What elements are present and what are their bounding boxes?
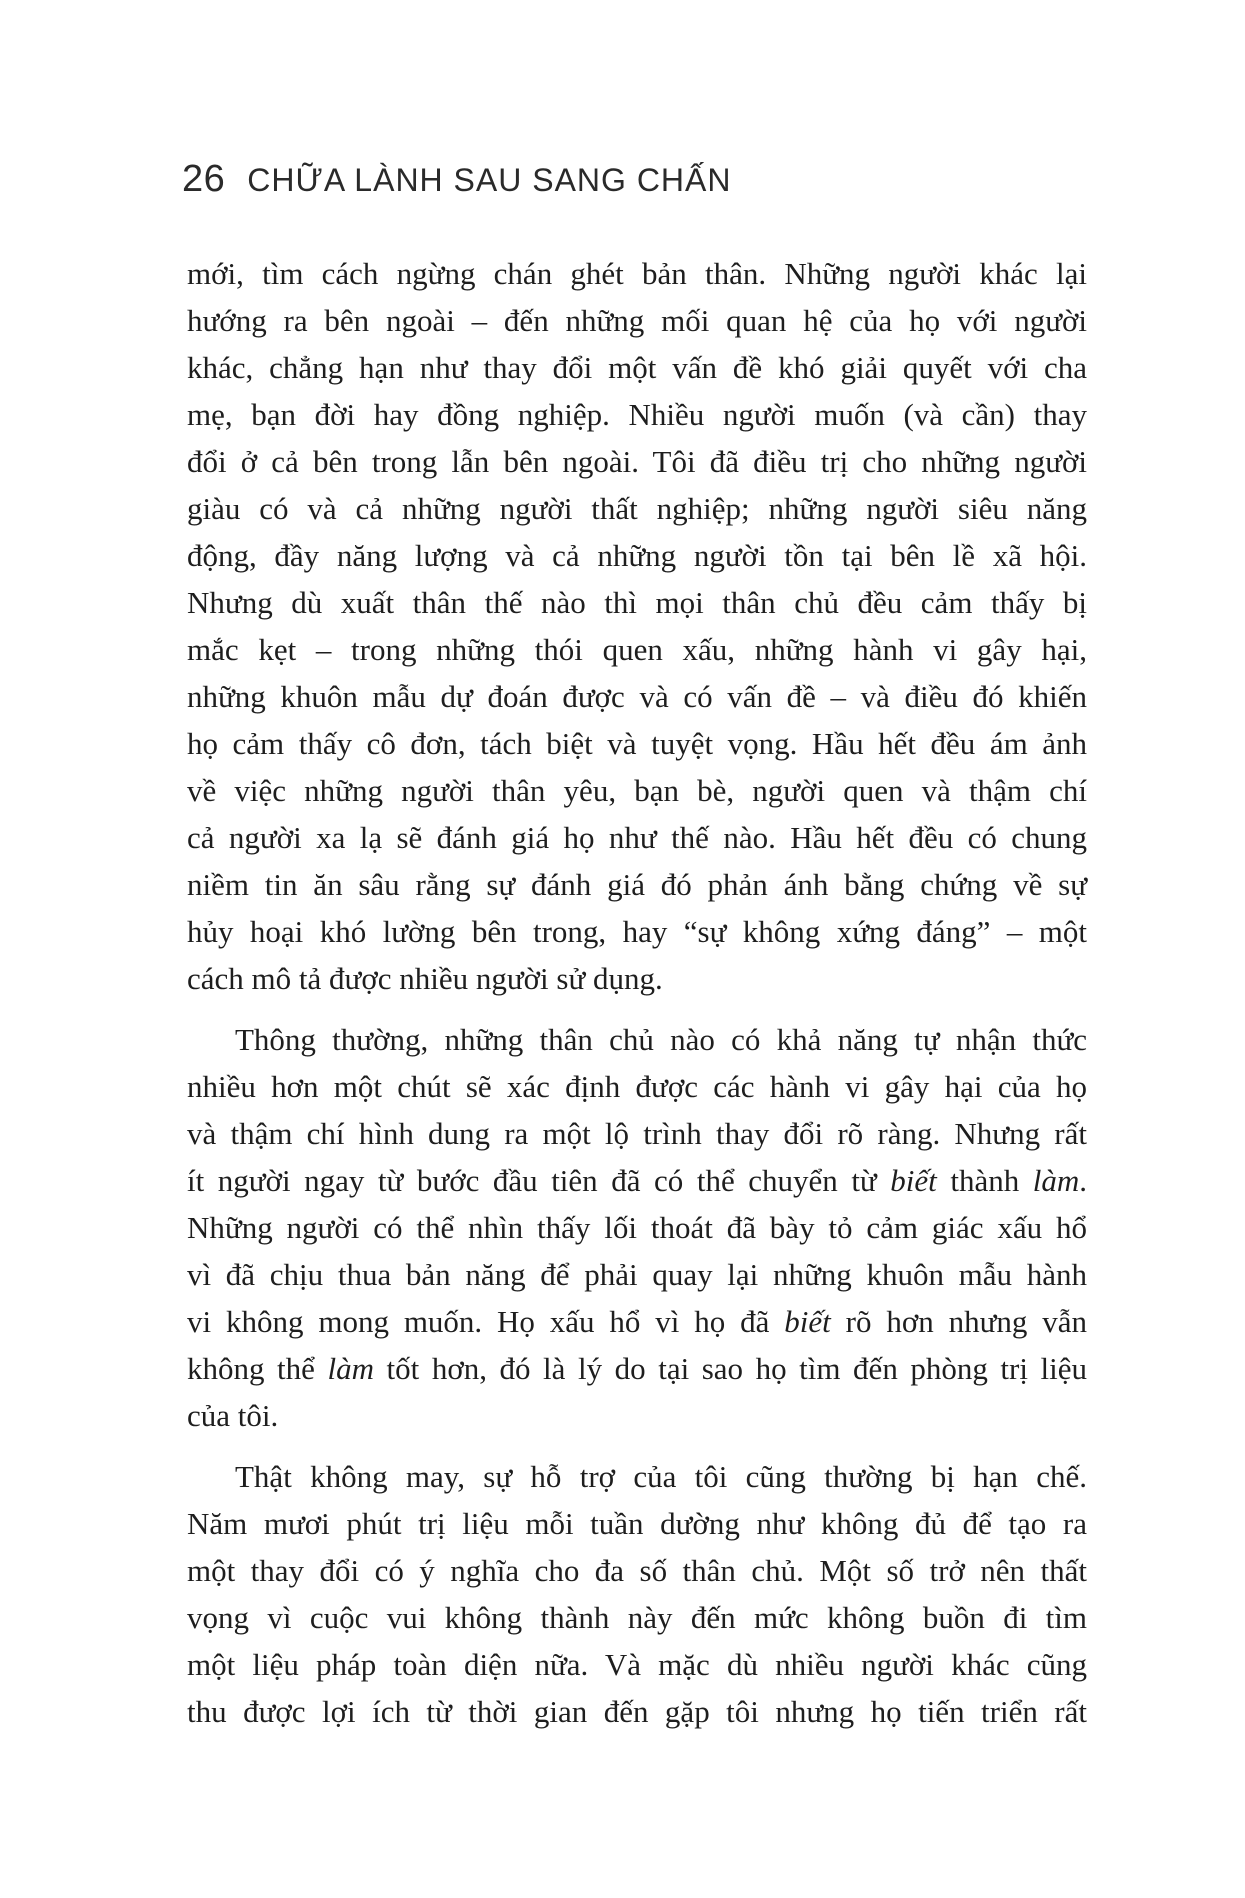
text-segment: Thông thường, những thân chủ nào có khả năng tự nhận thức — [235, 1022, 1087, 1057]
text-line — [187, 250, 1087, 297]
text-segment: hủy hoại khó lường bên trong, hay “sự không xứng đáng” – một — [187, 914, 1087, 949]
text-line — [187, 720, 1087, 767]
running-head-title: CHỮA LÀNH SAU SANG CHẤN — [247, 162, 732, 198]
paragraph — [187, 1453, 1087, 1735]
italic-text: làm — [1032, 1163, 1080, 1198]
text-line — [187, 532, 1087, 579]
text-segment: tốt hơn, đó là lý do tại sao họ tìm đến phòng trị liệu — [373, 1351, 1088, 1386]
text-line — [187, 626, 1087, 673]
text-line — [187, 1688, 1087, 1735]
text-segment: giàu có và cả những người thất nghiệp; những người siêu năng — [187, 491, 1087, 526]
text-line — [187, 1453, 1087, 1500]
text-line — [187, 1157, 1087, 1204]
text-line — [187, 1063, 1087, 1110]
text-segment: của tôi. — [187, 1398, 279, 1433]
text-segment: . — [1079, 1163, 1087, 1198]
text-segment: một liệu pháp toàn diện nữa. Và mặc dù nhiều người khác cũng — [187, 1647, 1087, 1682]
text-line — [187, 955, 1087, 1002]
text-line — [187, 579, 1087, 626]
text-line — [187, 1641, 1087, 1688]
text-segment: những khuôn mẫu dự đoán được và có vấn đề – và điều đó khiến — [187, 679, 1087, 714]
text-segment: niềm tin ăn sâu rằng sự đánh giá đó phản ánh bằng chứng về sự — [187, 867, 1087, 902]
text-segment: khác, chẳng hạn như thay đổi một vấn đề khó giải quyết với cha — [187, 350, 1087, 385]
text-line — [187, 1392, 1087, 1439]
text-segment: hướng ra bên ngoài – đến những mối quan hệ của họ với người — [187, 303, 1087, 338]
text-segment: về việc những người thân yêu, bạn bè, người quen và thậm chí — [187, 773, 1087, 808]
text-line — [187, 1204, 1087, 1251]
text-line — [187, 814, 1087, 861]
text-line — [187, 1110, 1087, 1157]
body-text — [187, 250, 1087, 1735]
text-segment: và thậm chí hình dung ra một lộ trình thay đổi rõ ràng. Nhưng rất — [187, 1116, 1087, 1151]
text-segment: Năm mươi phút trị liệu mỗi tuần dường như không đủ để tạo ra — [187, 1506, 1087, 1541]
text-segment: họ cảm thấy cô đơn, tách biệt và tuyệt vọng. Hầu hết đều ám ảnh — [187, 726, 1087, 761]
page-number: 26 — [182, 158, 226, 200]
paragraph — [187, 250, 1087, 1002]
text-segment: cả người xa lạ sẽ đánh giá họ như thế nào. Hầu hết đều có chung — [187, 820, 1087, 855]
text-segment: nhiều hơn một chút sẽ xác định được các hành vi gây hại của họ — [187, 1069, 1087, 1104]
text-segment: mắc kẹt – trong những thói quen xấu, những hành vi gây hại, — [187, 632, 1087, 667]
text-segment: ít người ngay từ bước đầu tiên đã có thể chuyển từ — [187, 1163, 891, 1198]
text-line — [187, 1298, 1087, 1345]
text-line — [187, 767, 1087, 814]
text-line — [187, 1016, 1087, 1063]
paragraph — [187, 1016, 1087, 1439]
text-line — [187, 1251, 1087, 1298]
text-segment: vi không mong muốn. Họ xấu hổ vì họ đã — [187, 1304, 785, 1339]
running-header — [182, 160, 731, 198]
text-line — [187, 485, 1087, 532]
text-line — [187, 344, 1087, 391]
text-segment: rõ hơn nhưng vẫn — [830, 1304, 1088, 1339]
text-line — [187, 908, 1087, 955]
text-line — [187, 438, 1087, 485]
text-segment: thu được lợi ích từ thời gian đến gặp tôi nhưng họ tiến triển rất — [187, 1694, 1087, 1729]
text-segment: Thật không may, sự hỗ trợ của tôi cũng thường bị hạn chế. — [235, 1459, 1087, 1494]
text-line — [187, 1547, 1087, 1594]
text-line — [187, 391, 1087, 438]
text-line — [187, 1500, 1087, 1547]
text-segment: không thể — [187, 1351, 328, 1386]
text-segment: đổi ở cả bên trong lẫn bên ngoài. Tôi đã điều trị cho những người — [187, 444, 1087, 479]
text-segment: cách mô tả được nhiều người sử dụng. — [187, 961, 663, 996]
text-segment: Những người có thể nhìn thấy lối thoát đã bày tỏ cảm giác xấu hổ — [187, 1210, 1087, 1245]
text-segment: Nhưng dù xuất thân thế nào thì mọi thân chủ đều cảm thấy bị — [187, 585, 1087, 620]
italic-text: biết — [890, 1163, 937, 1198]
text-line — [187, 1594, 1087, 1641]
italic-text: biết — [784, 1304, 831, 1339]
text-segment: một thay đổi có ý nghĩa cho đa số thân chủ. Một số trở nên thất — [187, 1553, 1087, 1588]
text-segment: thành — [936, 1163, 1033, 1198]
text-segment: vì đã chịu thua bản năng để phải quay lại những khuôn mẫu hành — [187, 1257, 1087, 1292]
text-segment: mới, tìm cách ngừng chán ghét bản thân. Những người khác lại — [187, 256, 1087, 291]
text-line — [187, 861, 1087, 908]
text-segment: mẹ, bạn đời hay đồng nghiệp. Nhiều người muốn (và cần) thay — [187, 397, 1087, 432]
italic-text: làm — [327, 1351, 374, 1386]
text-segment: động, đầy năng lượng và cả những người tồn tại bên lề xã hội. — [187, 538, 1087, 573]
text-line — [187, 297, 1087, 344]
text-line — [187, 1345, 1087, 1392]
text-segment: vọng vì cuộc vui không thành này đến mức không buồn đi tìm — [187, 1600, 1087, 1635]
text-line — [187, 673, 1087, 720]
